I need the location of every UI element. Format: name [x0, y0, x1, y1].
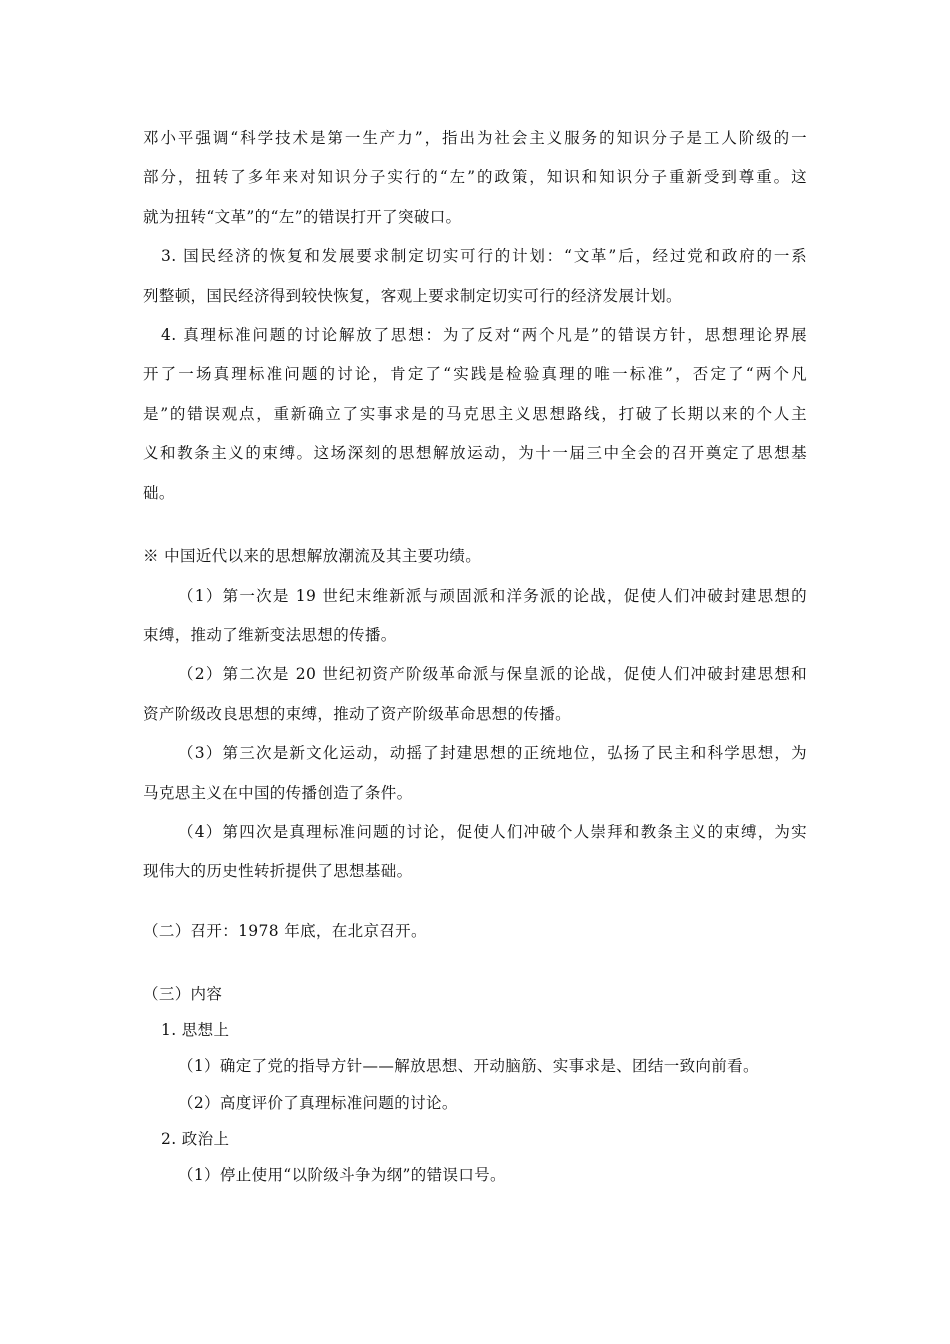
subsection-heading: 1. 思想上	[161, 1021, 230, 1039]
list-item: 马克思主义在中国的传播创造了条件。	[143, 784, 413, 802]
subsection-heading: 2. 政治上	[161, 1130, 230, 1148]
list-item: 束缚，推动了维新变法思想的传播。	[143, 626, 397, 644]
paragraph-line: 部分，扭转了多年来对知识分子实行的“左”的政策，知识和知识分子重新受到尊重。这	[143, 168, 807, 186]
list-item: 现伟大的历史性转折提供了思想基础。	[143, 862, 413, 880]
paragraph-line: 就为扭转“文革”的“左”的错误打开了突破口。	[143, 208, 462, 226]
paragraph-line: 础。	[143, 484, 175, 502]
list-item: （2）高度评价了真理标准问题的讨论。	[178, 1094, 458, 1112]
note-title: ※ 中国近代以来的思想解放潮流及其主要功绩。	[143, 547, 482, 565]
list-item: （1）第一次是 19 世纪末维新派与顽固派和洋务派的论战，促使人们冲破封建思想的	[178, 587, 807, 605]
list-item: （1）确定了党的指导方针——解放思想、开动脑筋、实事求是、团结一致向前看。	[178, 1057, 759, 1075]
list-item: 资产阶级改良思想的束缚，推动了资产阶级革命思想的传播。	[143, 705, 571, 723]
paragraph-line: 3. 国民经济的恢复和发展要求制定切实可行的计划：“文革”后，经过党和政府的一系	[161, 247, 807, 265]
list-item: （3）第三次是新文化运动，动摇了封建思想的正统地位，弘扬了民主和科学思想，为	[178, 744, 807, 762]
paragraph-line: 义和教条主义的束缚。这场深刻的思想解放运动，为十一届三中全会的召开奠定了思想基	[143, 444, 807, 462]
paragraph-line: 列整顿，国民经济得到较快恢复，客观上要求制定切实可行的经济发展计划。	[143, 287, 682, 305]
list-item: （4）第四次是真理标准问题的讨论，促使人们冲破个人崇拜和教条主义的束缚，为实	[178, 823, 807, 841]
section-heading: （三）内容	[143, 985, 223, 1003]
paragraph-line: 是”的错误观点，重新确立了实事求是的马克思主义思想路线，打破了长期以来的个人主	[143, 405, 807, 423]
list-item: （2）第二次是 20 世纪初资产阶级革命派与保皇派的论战，促使人们冲破封建思想和	[178, 665, 807, 683]
paragraph-line: 邓小平强调“科学技术是第一生产力”，指出为社会主义服务的知识分子是工人阶级的一	[143, 129, 807, 147]
paragraph-line: 4. 真理标准问题的讨论解放了思想：为了反对“两个凡是”的错误方针，思想理论界展	[161, 326, 807, 344]
list-item: （1）停止使用“以阶级斗争为纲”的错误口号。	[178, 1166, 506, 1184]
section-heading: （二）召开：1978 年底，在北京召开。	[143, 922, 427, 940]
paragraph-line: 开了一场真理标准问题的讨论，肯定了“实践是检验真理的唯一标准”，否定了“两个凡	[143, 365, 807, 383]
